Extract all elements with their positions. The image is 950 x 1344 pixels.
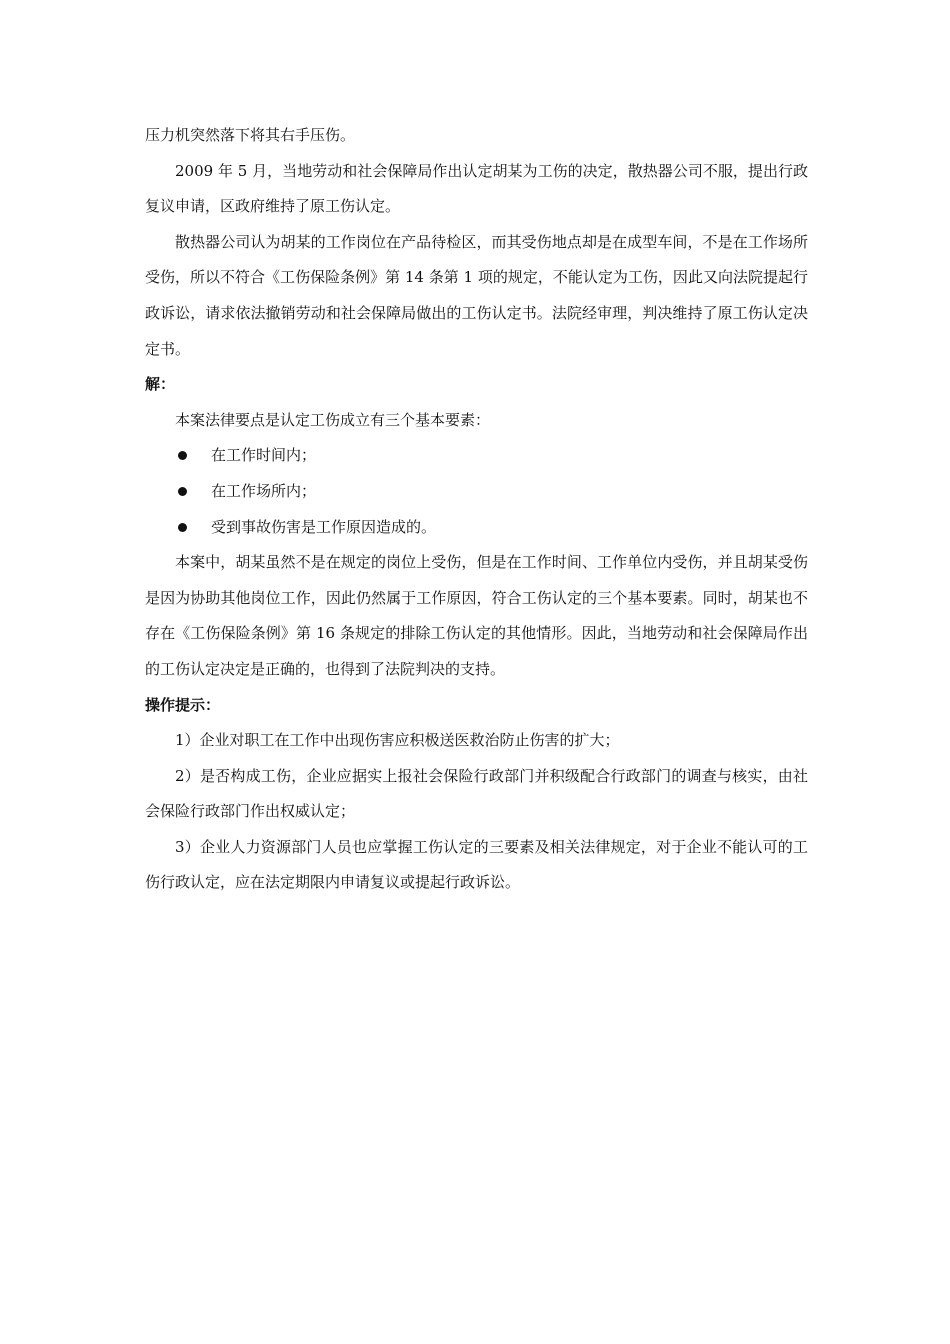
document-page [145, 118, 808, 901]
list-item [145, 438, 808, 474]
elements-list [145, 438, 808, 545]
bullet-icon [178, 523, 187, 532]
solution-intro: 本案法律要点是认定工伤成立有三个基本要素： [175, 410, 491, 429]
list-item-text: 受到事故伤害是工作原因造成的。 [211, 517, 437, 536]
bullet-icon [178, 487, 187, 496]
tip-item-3: 3）企业人力资源部门人员也应掌握工伤认定的三要素及相关法律规定，对于企业不能认可的工伤行政认定，应在法定期限内申请复议或提起行政诉讼。 [145, 837, 808, 892]
list-item [145, 474, 808, 510]
tip-item-2: 2）是否构成工伤，企业应据实上报社会保险行政部门并积级配合行政部门的调查与核实，由社会保险行政部门作出权威认定； [145, 766, 808, 821]
paragraph-ruling: 2009 年 5 月，当地劳动和社会保障局作出认定胡某为工伤的决定，散热器公司不服，提出行政复议申请，区政府维持了原工伤认定。 [145, 161, 808, 216]
list-item-text: 在工作时间内； [211, 446, 317, 465]
solution-heading: 解： [145, 375, 176, 394]
bullet-icon [178, 451, 187, 460]
paragraph-lawsuit: 散热器公司认为胡某的工作岗位在产品待检区，而其受伤地点却是在成型车间，不是在工作场所受伤，所以不符合《工伤保险条例》第 14 条第 1 项的规定，不能认定为工伤，因此又向法院提起行政诉讼，请求依法撤销劳动和社会保障局做出的工伤认定书。法院经审理，判决维持了原工伤认定决定书。 [145, 232, 808, 358]
list-item-text: 在工作场所内； [211, 481, 317, 500]
solution-analysis: 本案中，胡某虽然不是在规定的岗位上受伤，但是在工作时间、工作单位内受伤，并且胡某受伤是因为协助其他岗位工作，因此仍然属于工作原因，符合工伤认定的三个基本要素。同时，胡某也不存在《工伤保险条例》第 16 条规定的排除工伤认定的其他情形。因此，当地劳动和社会保障局作出的工伤认定决定是正确的，也得到了法院判决的支持。 [145, 553, 808, 678]
tip-item-1: 1）企业对职工在工作中出现伤害应积极送医救治防止伤害的扩大； [175, 731, 620, 750]
tips-heading: 操作提示： [145, 695, 221, 714]
paragraph-continuation: 压力机突然落下将其右手压伤。 [145, 126, 356, 144]
list-item [145, 510, 808, 546]
